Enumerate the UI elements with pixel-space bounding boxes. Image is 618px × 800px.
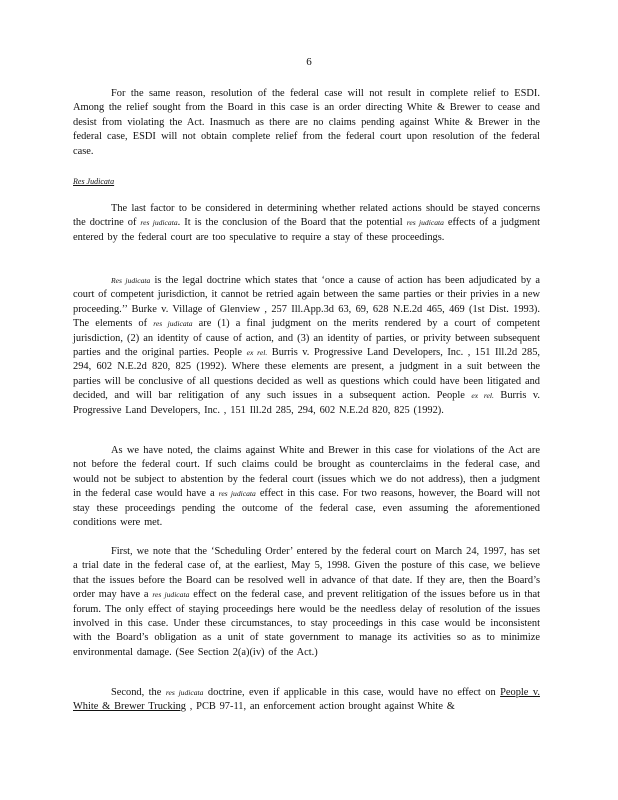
section-heading-res-judicata: Res Judicata [73,177,115,186]
paragraph-complete-relief: For the same reason, resolution of the federal case will not result in complete relief to ESDI. Among the relief sought from the Board in this case is an order directing White & Brewer to cease and desist from violating the Act. Inasmuch as there are no claims pending against White & Brewer in the federal case, ESDI will not obtain complete relief from the federal court upon resolution of the federal case. [73,88,540,157]
paragraph-scheduling-order: First, we note that the ‘Scheduling Order’ entered by the federal court on March 24, 1997, has set a trial date in the federal case of, at the earliest, May 5, 1998. Given the posture of this case, we believe that the issues before the Board can be resolved well in advance of that date. If they are, then the Board’s order may have a res judicata effect on the federal case, and prevent relitigation of the issues before us in that forum. The only effect of staying proceedings here would be the needless delay of resolution of the issues involved in this case. Under these circumstances, to stay proceedings in this case would be inconsistent with the Board’s obligation as a unit of state government to manage its activities so as to minimize environmental damage. (See Section 2(a)(iv) of the Act.) [73,546,540,658]
paragraph-doctrine-definition: Res judicata is the legal doctrine which states that ‘once a cause of action has been adjudicated by a court of competent jurisdiction, it cannot be retried again between the same parties or their privies in a new proceeding.’’ Burke v. Village of Glenview , 257 Ill.App.3d 63, 69, 628 N.E.2d 465, 469 (1st Dist. 1993). The elements of res judicata are (1) a final judgment on the merits rendered by a court of competent jurisdiction, (2) an identity of cause of action, and (3) an identity of parties, or privity between subsequent parties and the original parties. People ex rel. Burris v. Progressive Land Developers, Inc. , 151 Ill.2d 285, 294, 602 N.E.2d 820, 825 (1992). Where these elements are present, a judgment in a suit between the parties will be conclusive of all questions decided as well as questions which could have been litigated and decided, and will bar relitigation of any such issues in a subsequent action. People ex rel. Burris v. Progressive Land Developers, Inc. , 151 Ill.2d 285, 294, 602 N.E.2d 820, 825 (1992). [73,275,540,416]
page-number: 6 [306,56,312,68]
paragraph-second-reason: Second, the res judicata doctrine, even if applicable in this case, would have no effect on People v. White & Brewer Trucking , PCB 97-11, an enforcement action brought against White & [73,687,540,713]
paragraph-last-factor: The last factor to be considered in determining whether related actions should be stayed concerns the doctrine of res judicata. It is the conclusion of the Board that the potential res judicata effects of a judgment entered by the federal court are too speculative to require a stay of these proceedings. [73,203,540,243]
case-citation: People v. White & Brewer Trucking [73,687,540,713]
paragraph-counterclaims: As we have noted, the claims against White and Brewer in this case for violations of the Act are not before the federal court. If such claims could be brought as counterclaims in the federal case, and would not be subject to abstention by the federal court (issues which we do not address), then a judgment in the federal case would have a res judicata effect in this case. For two reasons, however, the Board will not stay these proceedings pending the outcome of the federal case, even assuming the aforementioned conditions were met. [73,445,540,529]
